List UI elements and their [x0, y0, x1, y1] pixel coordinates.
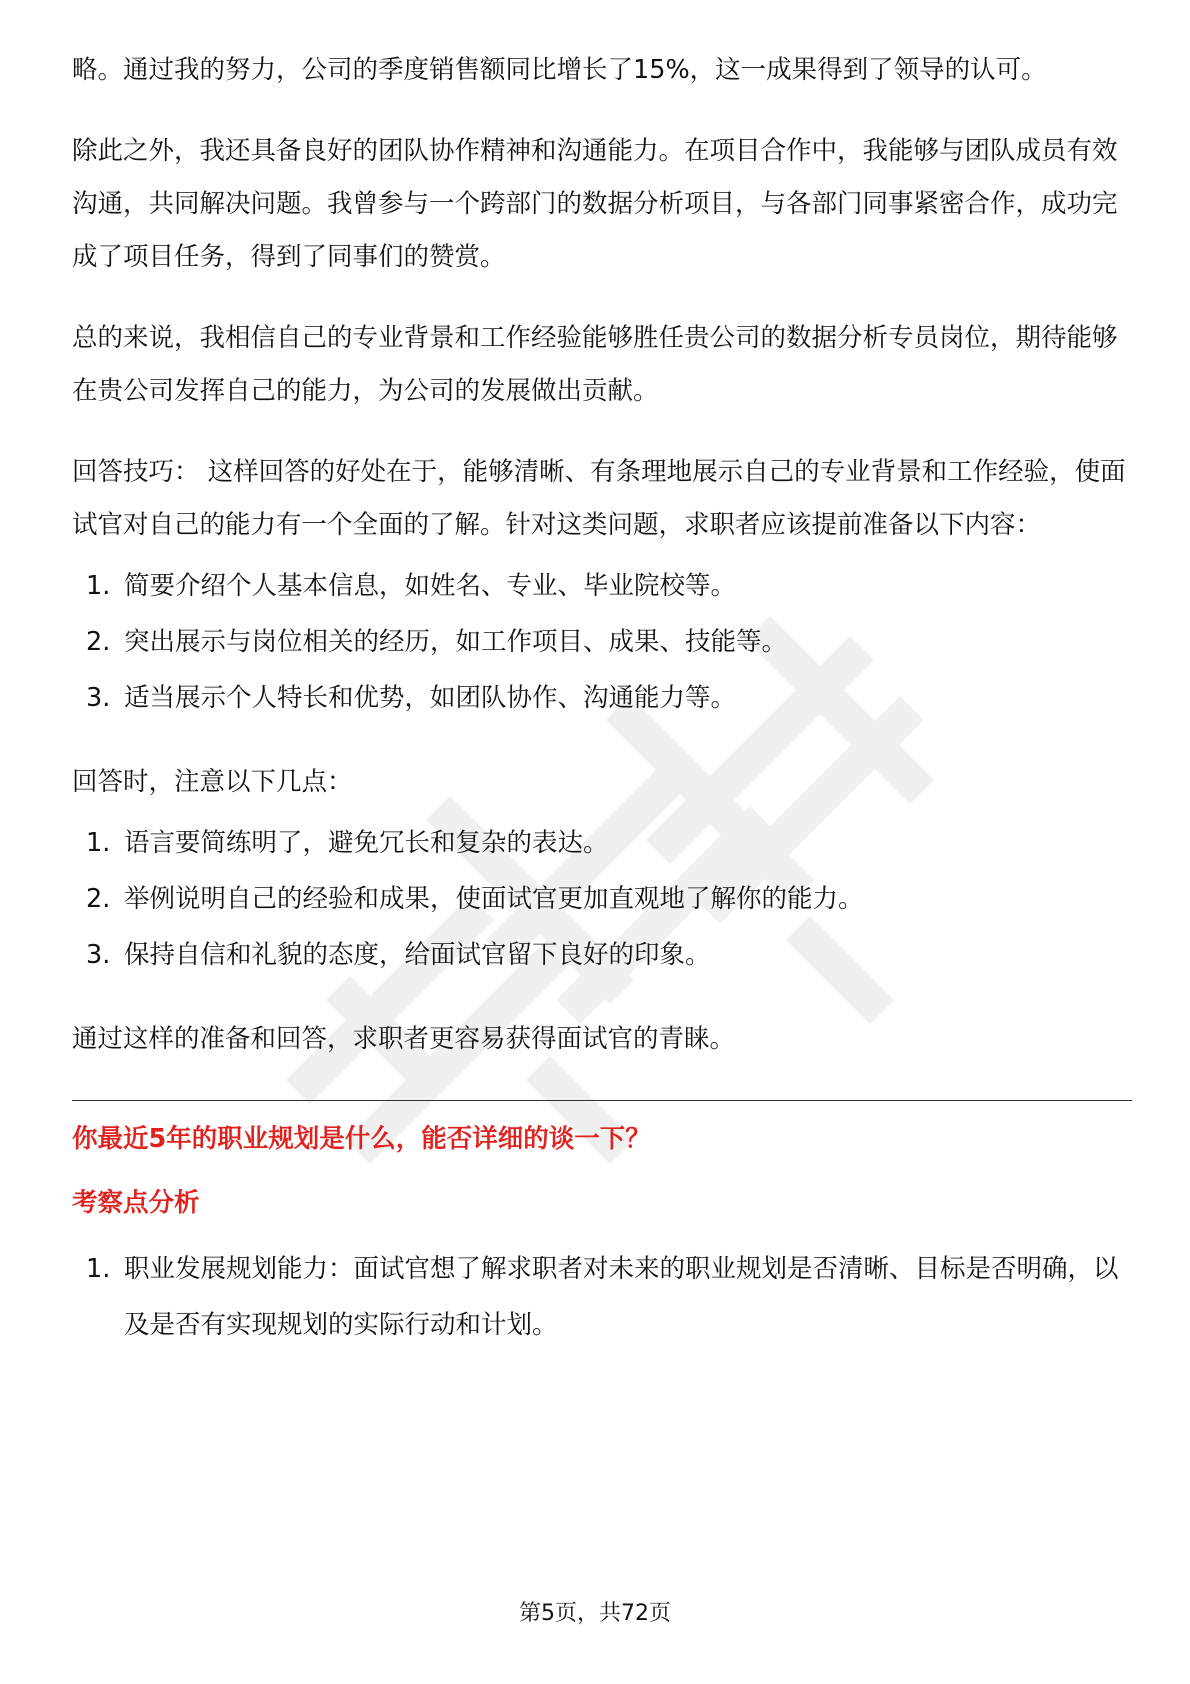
page-footer: 第5页，共72页	[519, 1601, 671, 1626]
list-item-text: 适当展示个人特长和优势，如团队协作、沟通能力等。	[124, 683, 737, 713]
list-number: 1.	[86, 571, 111, 601]
paragraph-summary: 总的来说，我相信自己的专业背景和工作经验能够胜任贵公司的数据分析专员岗位，期待能够在贵公司发挥自己的能力，为公司的发展做出贡献。	[72, 323, 1118, 406]
list-item-text: 语言要简练明了，避免冗长和复杂的表达。	[124, 828, 609, 858]
list-number: 2.	[86, 627, 111, 657]
list-item	[72, 558, 1132, 614]
paragraph-answer-tips: 回答技巧： 这样回答的好处在于，能够清晰、有条理地展示自己的专业背景和工作经验，使面试官对自己的能力有一个全面的了解。针对这类问题，求职者应该提前准备以下内容：	[72, 457, 1126, 540]
list-item-text: 保持自信和礼貌的态度，给面试官留下良好的印象。	[124, 940, 711, 970]
preparation-list	[72, 558, 1132, 726]
list-number: 1.	[86, 1254, 111, 1284]
notes-heading: 回答时，注意以下几点：	[72, 767, 353, 797]
notes-list	[72, 815, 1132, 983]
list-item	[72, 614, 1132, 670]
list-item-text: 简要介绍个人基本信息，如姓名、专业、毕业院校等。	[124, 571, 737, 601]
analysis-list	[72, 1241, 1132, 1353]
list-item	[72, 1241, 1132, 1353]
list-number: 2.	[86, 884, 111, 914]
list-item	[72, 927, 1132, 983]
list-item	[72, 815, 1132, 871]
paragraph-achievement: 略。通过我的努力，公司的季度销售额同比增长了15%，这一成果得到了领导的认可。	[72, 55, 1047, 85]
list-item-text: 职业发展规划能力：面试官想了解求职者对未来的职业规划是否清晰、目标是否明确，以及是否有实现规划的实际行动和计划。	[124, 1254, 1119, 1340]
main-content	[72, 44, 1132, 1353]
list-number: 1.	[86, 828, 111, 858]
list-item-text: 举例说明自己的经验和成果，使面试官更加直观地了解你的能力。	[124, 884, 864, 914]
section-divider	[72, 1100, 1132, 1101]
list-item	[72, 670, 1132, 726]
list-number: 3.	[86, 940, 111, 970]
paragraph-teamwork: 除此之外，我还具备良好的团队协作精神和沟通能力。在项目合作中，我能够与团队成员有效沟通，共同解决问题。我曾参与一个跨部门的数据分析项目，与各部门同事紧密合作，成功完成了项目任务，得到了同事们的赞赏。	[72, 136, 1118, 272]
list-item-text: 突出展示与岗位相关的经历，如工作项目、成果、技能等。	[124, 627, 788, 657]
list-number: 3.	[86, 683, 111, 713]
question-title: 你最近5年的职业规划是什么，能否详细的谈一下？	[72, 1124, 651, 1154]
list-item	[72, 871, 1132, 927]
analysis-title: 考察点分析	[72, 1188, 200, 1218]
closing-paragraph: 通过这样的准备和回答，求职者更容易获得面试官的青睐。	[72, 1024, 736, 1054]
